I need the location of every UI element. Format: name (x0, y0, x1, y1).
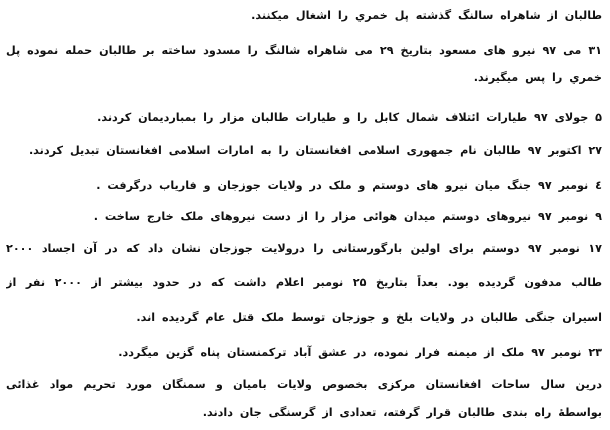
text-line-5: ۲۷ اکتوبر ۹۷ طالبان نام جمهورى اسلامى افغانستان را به امارات اسلامى افغانستان تبديل کردند. (28, 144, 602, 157)
text-line-1: طالبان از شاهراه سالنگ گذشته پل خمري را اشغال ميکنند. (251, 9, 602, 22)
text-line-6: ٤ نومبر ۹۷ جنگ ميان نيرو هاى دوستم و ملک در ولايات جوزجان و فارياب درگرفت . (96, 179, 602, 192)
text-line-12: درين سال ساحات افغانستان مرکزى بخصوص ولايات باميان و سمنگان مورد تحريم مواد غذائى (6, 378, 602, 391)
text-line-9: طالب مدفون گرديده بود. بعداً بتاريخ ۲۵ نومبر اعلام داشت که در حدود بيشتر از ۲۰۰۰ نفر از (6, 276, 602, 289)
text-line-10: اسيران جنگى طالبان در ولايات بلخ و جوزجان توسط ملک قتل عام گرديده اند. (136, 311, 602, 324)
text-line-2: ۳۱ مى ۹۷ نيرو هاى مسعود بتاريخ ۲۹ مى شاهراه شالنگ را مسدود ساخته بر طالبان حمله نموده پل (6, 44, 602, 57)
text-line-7: ۹ نومبر ۹۷ نيروهاى دوستم ميدان هوائى مزار را از دست نيروهاى ملک خارج ساخت . (93, 210, 602, 223)
text-line-4: ۵ جولاى ۹۷ طيارات ائتلاف شمال کابل را و طيارات طالبان مزار را بمبارديمان کردند. (97, 111, 602, 124)
text-line-13: بواسطهٔ راه بندى طالبان قرار گرفته، تعدادى از گرسنگى جان دادند. (202, 406, 602, 419)
text-line-3: خمري را پس ميگيرند. (473, 71, 602, 84)
text-line-8: ۱۷ نومبر ۹۷ دوستم براى اولين بارگورستانى را درولايت جوزجان نشان داد که در آن اجساد ۲۰۰۰ (6, 242, 602, 255)
text-line-11: ۲۳ نومبر ۹۷ ملک از ميمنه فرار نموده، در عشق آباد ترکمنستان پناه گزين ميگردد. (118, 346, 602, 359)
